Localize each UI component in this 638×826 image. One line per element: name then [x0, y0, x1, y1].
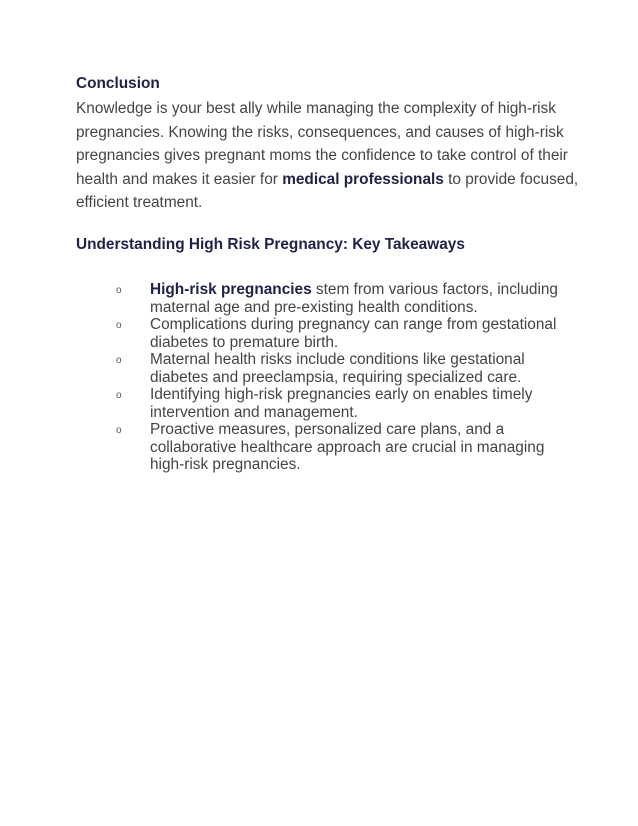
paragraph-line: pregnancies gives pregnant moms the confidence to take control of their	[76, 147, 568, 164]
list-item-line: Complications during pregnancy can range from gestational	[150, 316, 557, 333]
list-item-line: diabetes and preeclampsia, requiring specialized care.	[150, 368, 522, 386]
conclusion-paragraph	[76, 97, 579, 215]
list-item	[116, 421, 546, 474]
list-item-text: stem from various factors, including	[311, 281, 558, 298]
list-item-line: Proactive measures, personalized care plans, and a	[150, 421, 505, 438]
paragraph-text: to provide focused,	[443, 170, 579, 188]
list-item-line: Identifying high-risk pregnancies early on enables timely	[150, 386, 533, 403]
list-item	[116, 316, 557, 351]
takeaways-list	[116, 281, 558, 474]
medical-professionals-link[interactable]: medical professionals	[282, 170, 444, 188]
list-item-line: Maternal health risks include conditions like gestational	[150, 351, 525, 368]
conclusion-heading: Conclusion	[76, 75, 160, 92]
list-item-line: collaborative healthcare approach are crucial in managing	[150, 438, 545, 456]
paragraph-line: Knowledge is your best ally while managing the complexity of high-risk	[76, 100, 556, 117]
hollow-circle-bullet-icon: o	[116, 390, 122, 401]
list-item-line: intervention and management.	[150, 403, 358, 421]
list-item	[116, 281, 558, 316]
paragraph-text: health and makes it easier for	[76, 170, 283, 188]
list-item-line: maternal age and pre-existing health conditions.	[150, 298, 478, 316]
paragraph-line	[76, 168, 579, 192]
list-item	[116, 351, 546, 386]
hollow-circle-bullet-icon: o	[116, 285, 122, 296]
takeaways-heading: Understanding High Risk Pregnancy: Key Takeaways	[76, 236, 465, 253]
hollow-circle-bullet-icon: o	[116, 320, 122, 331]
list-item-line: diabetes to premature birth.	[150, 333, 339, 351]
paragraph-line: pregnancies. Knowing the risks, consequences, and causes of high-risk	[76, 123, 564, 141]
list-item-line	[150, 281, 558, 299]
hollow-circle-bullet-icon: o	[116, 355, 122, 366]
list-item-line: high-risk pregnancies.	[150, 456, 301, 473]
paragraph-line: efficient treatment.	[76, 194, 203, 211]
high-risk-pregnancies-link[interactable]: High-risk pregnancies	[150, 281, 312, 298]
list-item	[116, 386, 546, 421]
hollow-circle-bullet-icon: o	[116, 425, 122, 436]
